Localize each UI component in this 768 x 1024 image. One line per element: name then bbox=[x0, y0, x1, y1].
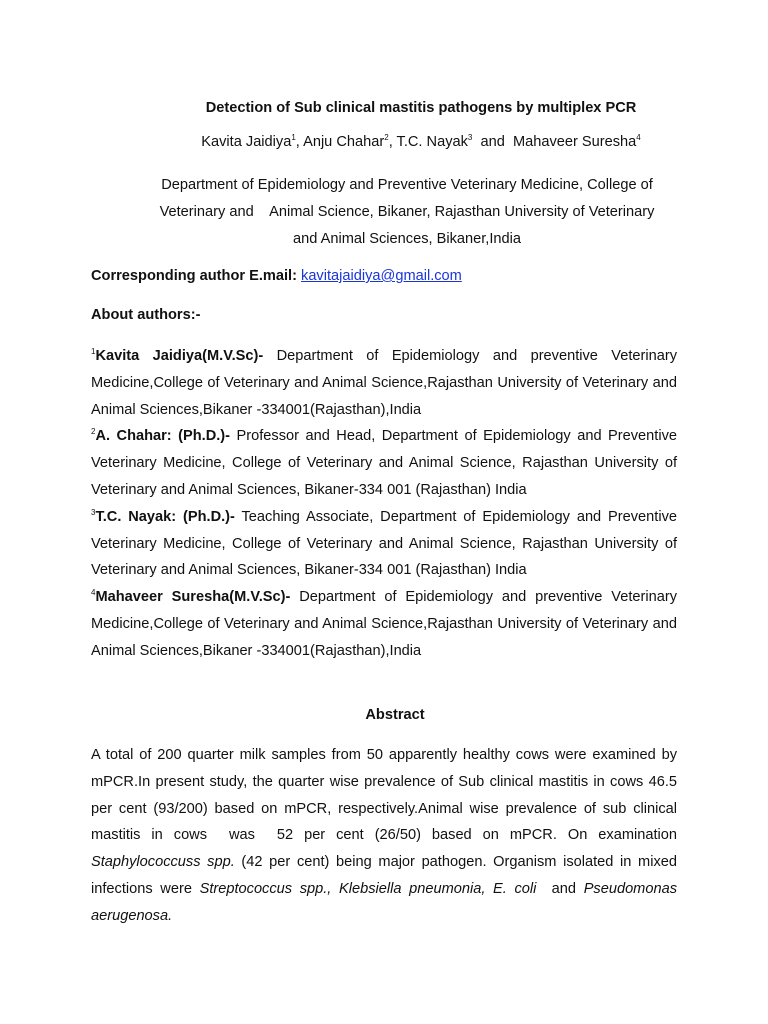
bio-superscript: 1 bbox=[91, 347, 96, 357]
bio-name: Kavita Jaidiya(M.V.Sc)- bbox=[95, 348, 264, 364]
abstract-text: A total of 200 quarter milk samples from 50 apparently healthy cows were examined by mPCR.In present study, the quarter wise prevalence of Sub clinical mastitis in cows 46.5 per cent (93/200) based on mPCR, respectively.Animal wise prevalence of sub clinical mastitis in cows was 52 per cent (26/50) based on mPCR. On examination bbox=[91, 747, 682, 844]
author-superscript: 3 bbox=[467, 133, 473, 143]
bio-name: T.C. Nayak: (Ph.D.)- bbox=[95, 508, 235, 525]
abstract-italic-term: Pseudomonas aerugenosa. bbox=[91, 880, 677, 924]
email-link[interactable]: kavitajaidiya@gmail.com bbox=[301, 268, 462, 284]
corresponding-label: Corresponding author E.mail: bbox=[91, 268, 297, 284]
abstract-text: (42 per cent) being major pathogen. Organism isolated in mixed infections were bbox=[91, 854, 677, 897]
author-name: Mahaveer Suresha bbox=[512, 134, 637, 150]
bio-text: Teaching Associate, Department of Epidemiology and Preventive Veterinary Medicine, College of Veterinary and Animal Science, Rajasthan University of Veterinary and Animal Sciences, Bikaner-334 001 (Rajasthan) India bbox=[91, 508, 677, 579]
abstract-italic-term: Staphylococcuss spp. bbox=[91, 854, 235, 871]
author-bios bbox=[91, 343, 677, 665]
corresponding-author bbox=[91, 268, 462, 284]
affiliation-block bbox=[144, 172, 670, 253]
bio-text: Department of Epidemiology and preventive Veterinary Medicine,College of Veterinary and Animal Science,Rajasthan University of Veterinary and Animal Sciences,Bikaner -334001(Rajasthan),India bbox=[91, 348, 678, 418]
author-superscript: 1 bbox=[291, 133, 296, 143]
author-bio bbox=[91, 584, 677, 664]
author-bio bbox=[91, 343, 677, 423]
about-authors-heading: About authors:- bbox=[91, 307, 201, 323]
bio-name: Mahaveer Suresha(M.V.Sc)- bbox=[95, 589, 291, 606]
bio-text: Department of Epidemiology and preventive Veterinary Medicine,College of Veterinary and Animal Science,Rajasthan University of Veterinary and Animal Sciences,Bikaner -334001(Rajasthan),India bbox=[91, 589, 677, 659]
author-name: Anju Chahar bbox=[303, 134, 385, 150]
bio-superscript: 3 bbox=[91, 507, 96, 517]
bio-superscript: 4 bbox=[91, 588, 96, 598]
abstract-body bbox=[91, 742, 682, 930]
abstract-text: and bbox=[536, 880, 584, 897]
affiliation-line: Veterinary and Animal Science, Bikaner, Rajasthan University of Veterinary bbox=[159, 204, 655, 220]
bio-name: A. Chahar: (Ph.D.)- bbox=[95, 428, 231, 445]
author-bio bbox=[91, 423, 677, 503]
abstract-heading: Abstract bbox=[365, 707, 425, 723]
author-superscript: 4 bbox=[636, 133, 641, 143]
author-separator: , bbox=[295, 134, 304, 150]
author-bio bbox=[91, 504, 677, 584]
bio-superscript: 2 bbox=[91, 427, 96, 437]
author-separator: , bbox=[388, 134, 397, 150]
bio-text: Professor and Head, Department of Epidemiology and Preventive Veterinary Medicine, College of Veterinary and Animal Science, Rajasthan University of Veterinary and Animal Sciences, Bikaner-334 001 (Rajasthan) India bbox=[91, 428, 677, 498]
affiliation-line: and Animal Sciences, Bikaner,India bbox=[293, 231, 521, 247]
author-separator: and bbox=[472, 134, 513, 150]
affiliation-line: Department of Epidemiology and Preventive Veterinary Medicine, College of bbox=[161, 177, 653, 193]
paper-title: Detection of Sub clinical mastitis pathogens by multiplex PCR bbox=[205, 100, 637, 116]
author-name: T.C. Nayak bbox=[396, 134, 468, 150]
author-superscript: 2 bbox=[384, 133, 389, 143]
author-line bbox=[0, 134, 768, 150]
author-name: Kavita Jaidiya bbox=[201, 134, 292, 150]
abstract-italic-term: Streptococcus spp., Klebsiella pneumonia, E. coli bbox=[199, 880, 537, 897]
abstract-paragraph bbox=[91, 742, 682, 930]
